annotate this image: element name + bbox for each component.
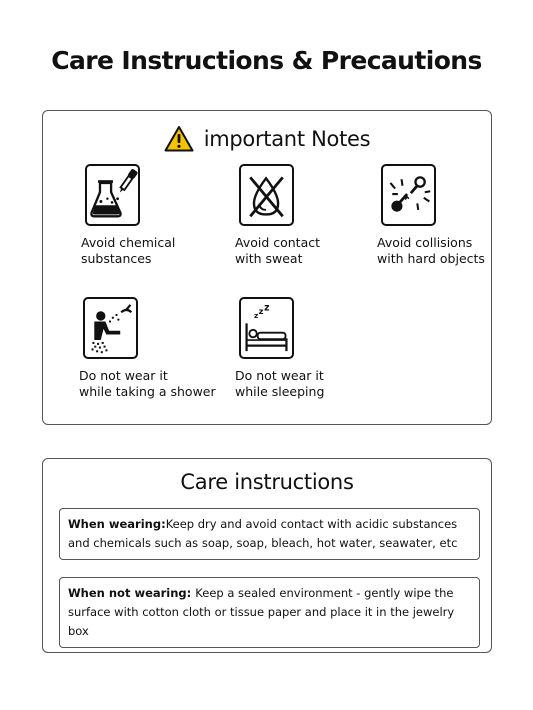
care-when-wearing xyxy=(59,508,480,560)
sleeping-person-icon xyxy=(239,297,294,359)
note-avoid-chemicals xyxy=(81,164,231,267)
svg-text:z: z xyxy=(253,310,259,320)
care-when-not-wearing xyxy=(59,577,480,648)
warning-icon xyxy=(164,125,194,152)
no-sweat-drop-icon xyxy=(239,164,294,226)
note-no-sleeping xyxy=(235,297,385,400)
care-text: Keep a sealed environment - gently wipe the surface with cotton cloth or tissue paper and place it in the jewelry box xyxy=(68,586,455,638)
important-notes-panel xyxy=(42,110,492,425)
care-lead-label: When not wearing: xyxy=(68,586,196,600)
chemical-flask-icon xyxy=(85,164,140,226)
note-label: Do not wear it while sleeping xyxy=(235,368,325,399)
page-title: Care Instructions & Precautions xyxy=(51,46,482,75)
care-heading: Care instructions xyxy=(180,470,354,494)
care-instructions-panel xyxy=(42,458,492,653)
notes-heading-text: important Notes xyxy=(203,126,371,151)
svg-text:z: z xyxy=(258,306,264,317)
note-no-shower xyxy=(79,297,229,400)
svg-text:z: z xyxy=(264,302,270,314)
note-avoid-sweat xyxy=(235,164,385,267)
collision-icon xyxy=(381,164,436,226)
care-text: Keep dry and avoid contact with acidic substances and chemicals such as soap, soap, bleach, hot water, seawater, etc xyxy=(68,517,458,550)
note-avoid-collisions xyxy=(377,164,527,267)
note-label: Do not wear it while taking a shower xyxy=(79,368,216,399)
note-label: Avoid contact with sweat xyxy=(235,235,321,266)
shower-person-icon xyxy=(83,297,138,359)
note-label: Avoid chemical substances xyxy=(81,235,176,266)
note-label: Avoid collisions with hard objects xyxy=(377,235,485,266)
care-lead-label: When wearing: xyxy=(68,517,166,531)
notes-heading xyxy=(43,125,491,152)
